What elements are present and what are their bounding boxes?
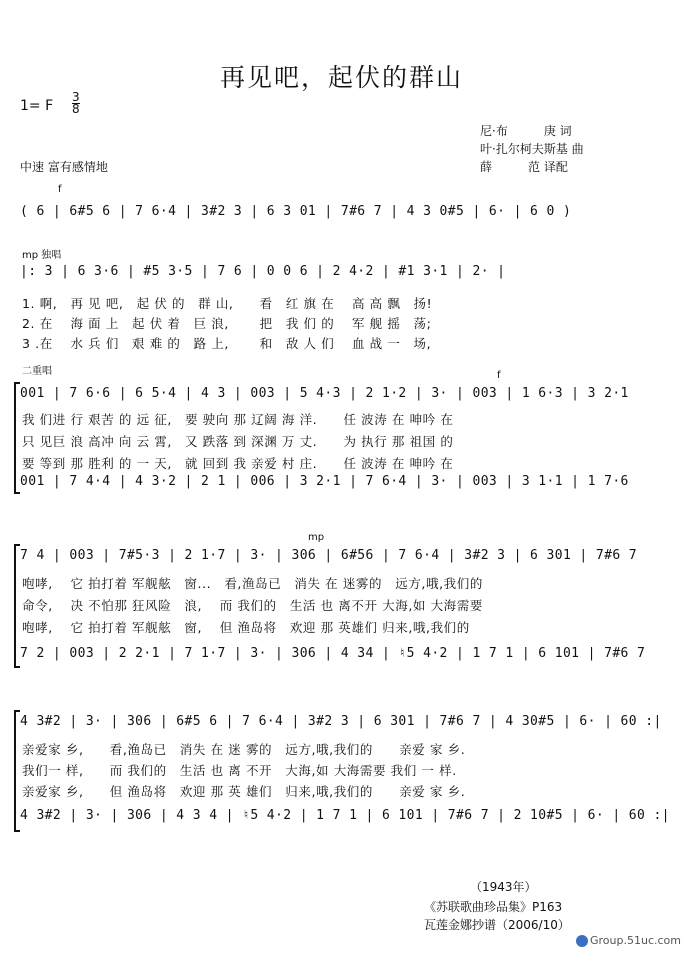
copyist-note: 瓦莲金娜抄谱（2006/10） <box>424 918 570 932</box>
intro-line: ( 6 | 6#5 6 | 7 6·4 | 3#2 3 | 6 3 01 | 7#6 7 | 4 3 0#5 | 6· | 6 0 ) <box>20 204 572 219</box>
dynamic-f-2: f <box>497 370 501 381</box>
lyricist-credit: 尼·布 庚 词 <box>480 124 572 138</box>
dynamic-mp-2: mp <box>308 532 325 543</box>
watermark-icon <box>576 935 588 947</box>
duet2-lyric-3: 咆哮, 它 拍打着 军舰舷 窗, 但 渔岛将 欢迎 那 英雄们 归来,哦,我们的 <box>22 620 470 635</box>
solo-lyric-2: 2. 在 海 面 上 起 伏 着 巨 浪, 把 我 们 的 军 舰 摇 荡; <box>22 316 432 331</box>
solo-lyric-1: 1. 啊, 再 见 吧, 起 伏 的 群 山, 看 红 旗 在 高 高 飘 扬! <box>22 296 433 311</box>
duet3-lyric-3: 亲爱家 乡, 但 渔岛将 欢迎 那 英 雄们 归来,哦,我们的 亲爱 家 乡. <box>22 784 466 799</box>
solo-lyric-3: 3 .在 水 兵 们 艰 难 的 路 上, 和 敌 人 们 血 战 一 场, <box>22 336 432 351</box>
composer-credit: 叶·扎尔柯夫斯基 曲 <box>480 142 584 156</box>
time-signature <box>72 92 80 115</box>
duet2-lyric-1: 咆哮, 它 拍打着 军舰舷 窗... 看,渔岛已 消失 在 迷雾的 远方,哦,我们的 <box>22 576 483 591</box>
solo-notes: |: 3 | 6 3·6 | #5 3·5 | 7 6 | 0 0 6 | 2 4·2 | #1 3·1 | 2· | <box>20 264 506 279</box>
duet1-upper-notes: 001 | 7 6·6 | 6 5·4 | 4 3 | 003 | 5 4·3 | 2 1·2 | 3· | 003 | 1 6·3 | 3 2·1 <box>20 386 629 401</box>
translator-credit: 薛 范 译配 <box>480 160 568 174</box>
tempo-marking: 中速 富有感情地 <box>20 160 108 174</box>
duet1-lyric-1: 我 们进 行 艰苦 的 远 征, 要 驶向 那 辽阔 海 洋. 任 波涛 在 呻吟 在 <box>22 412 454 427</box>
key-signature: 1= F <box>20 98 54 114</box>
time-denominator: 8 <box>72 102 80 116</box>
dynamic-f: f <box>58 184 62 195</box>
duet3-lyric-2: 我们一 样, 而 我们的 生活 也 离 不开 大海,如 大海需要 我们 一 样. <box>22 763 457 778</box>
duet3-upper-notes: 4 3#2 | 3· | 306 | 6#5 6 | 7 6·4 | 3#2 3 | 6 301 | 7#6 7 | 4 30#5 | 6· | 60 :| <box>20 714 662 729</box>
duet1-lyric-3: 要 等到 那 胜利 的 一 天, 就 回到 我 亲爱 村 庄. 任 波涛 在 呻吟 在 <box>22 456 454 471</box>
song-title: 再见吧，起伏的群山 <box>219 63 463 92</box>
watermark-text: Group.51uc.com <box>590 934 681 947</box>
duet1-lyric-2: 只 见巨 浪 高冲 向 云 霄, 又 跌落 到 深渊 万 丈. 为 执行 那 祖国 的 <box>22 434 454 449</box>
duet-mark: 二重唱 <box>22 366 52 377</box>
source-note: 《苏联歌曲珍品集》P163 <box>424 900 563 914</box>
year-note: （1943年） <box>470 880 537 894</box>
duet3-lyric-1: 亲爱家 乡, 看,渔岛已 消失 在 迷 雾的 远方,哦,我们的 亲爱 家 乡. <box>22 742 466 757</box>
solo-mark: mp 独唱 <box>22 250 62 261</box>
duet2-lower-notes: 7 2 | 003 | 2 2·1 | 7 1·7 | 3· | 306 | 4 34 | ♮5 4·2 | 1 7 1 | 6 101 | 7#6 7 <box>20 646 646 661</box>
duet2-lyric-2: 命令, 决 不怕那 狂风险 浪, 而 我们的 生活 也 离不开 大海,如 大海需要 <box>22 598 483 613</box>
duet1-lower-notes: 001 | 7 4·4 | 4 3·2 | 2 1 | 006 | 3 2·1 | 7 6·4 | 3· | 003 | 3 1·1 | 1 7·6 <box>20 474 629 489</box>
duet3-lower-notes: 4 3#2 | 3· | 306 | 4 3 4 | ♮5 4·2 | 1 7 1 | 6 101 | 7#6 7 | 2 10#5 | 6· | 60 :| <box>20 808 670 823</box>
time-numerator: 3 <box>72 90 80 104</box>
duet2-upper-notes: 7 4 | 003 | 7#5·3 | 2 1·7 | 3· | 306 | 6#56 | 7 6·4 | 3#2 3 | 6 301 | 7#6 7 <box>20 548 637 563</box>
